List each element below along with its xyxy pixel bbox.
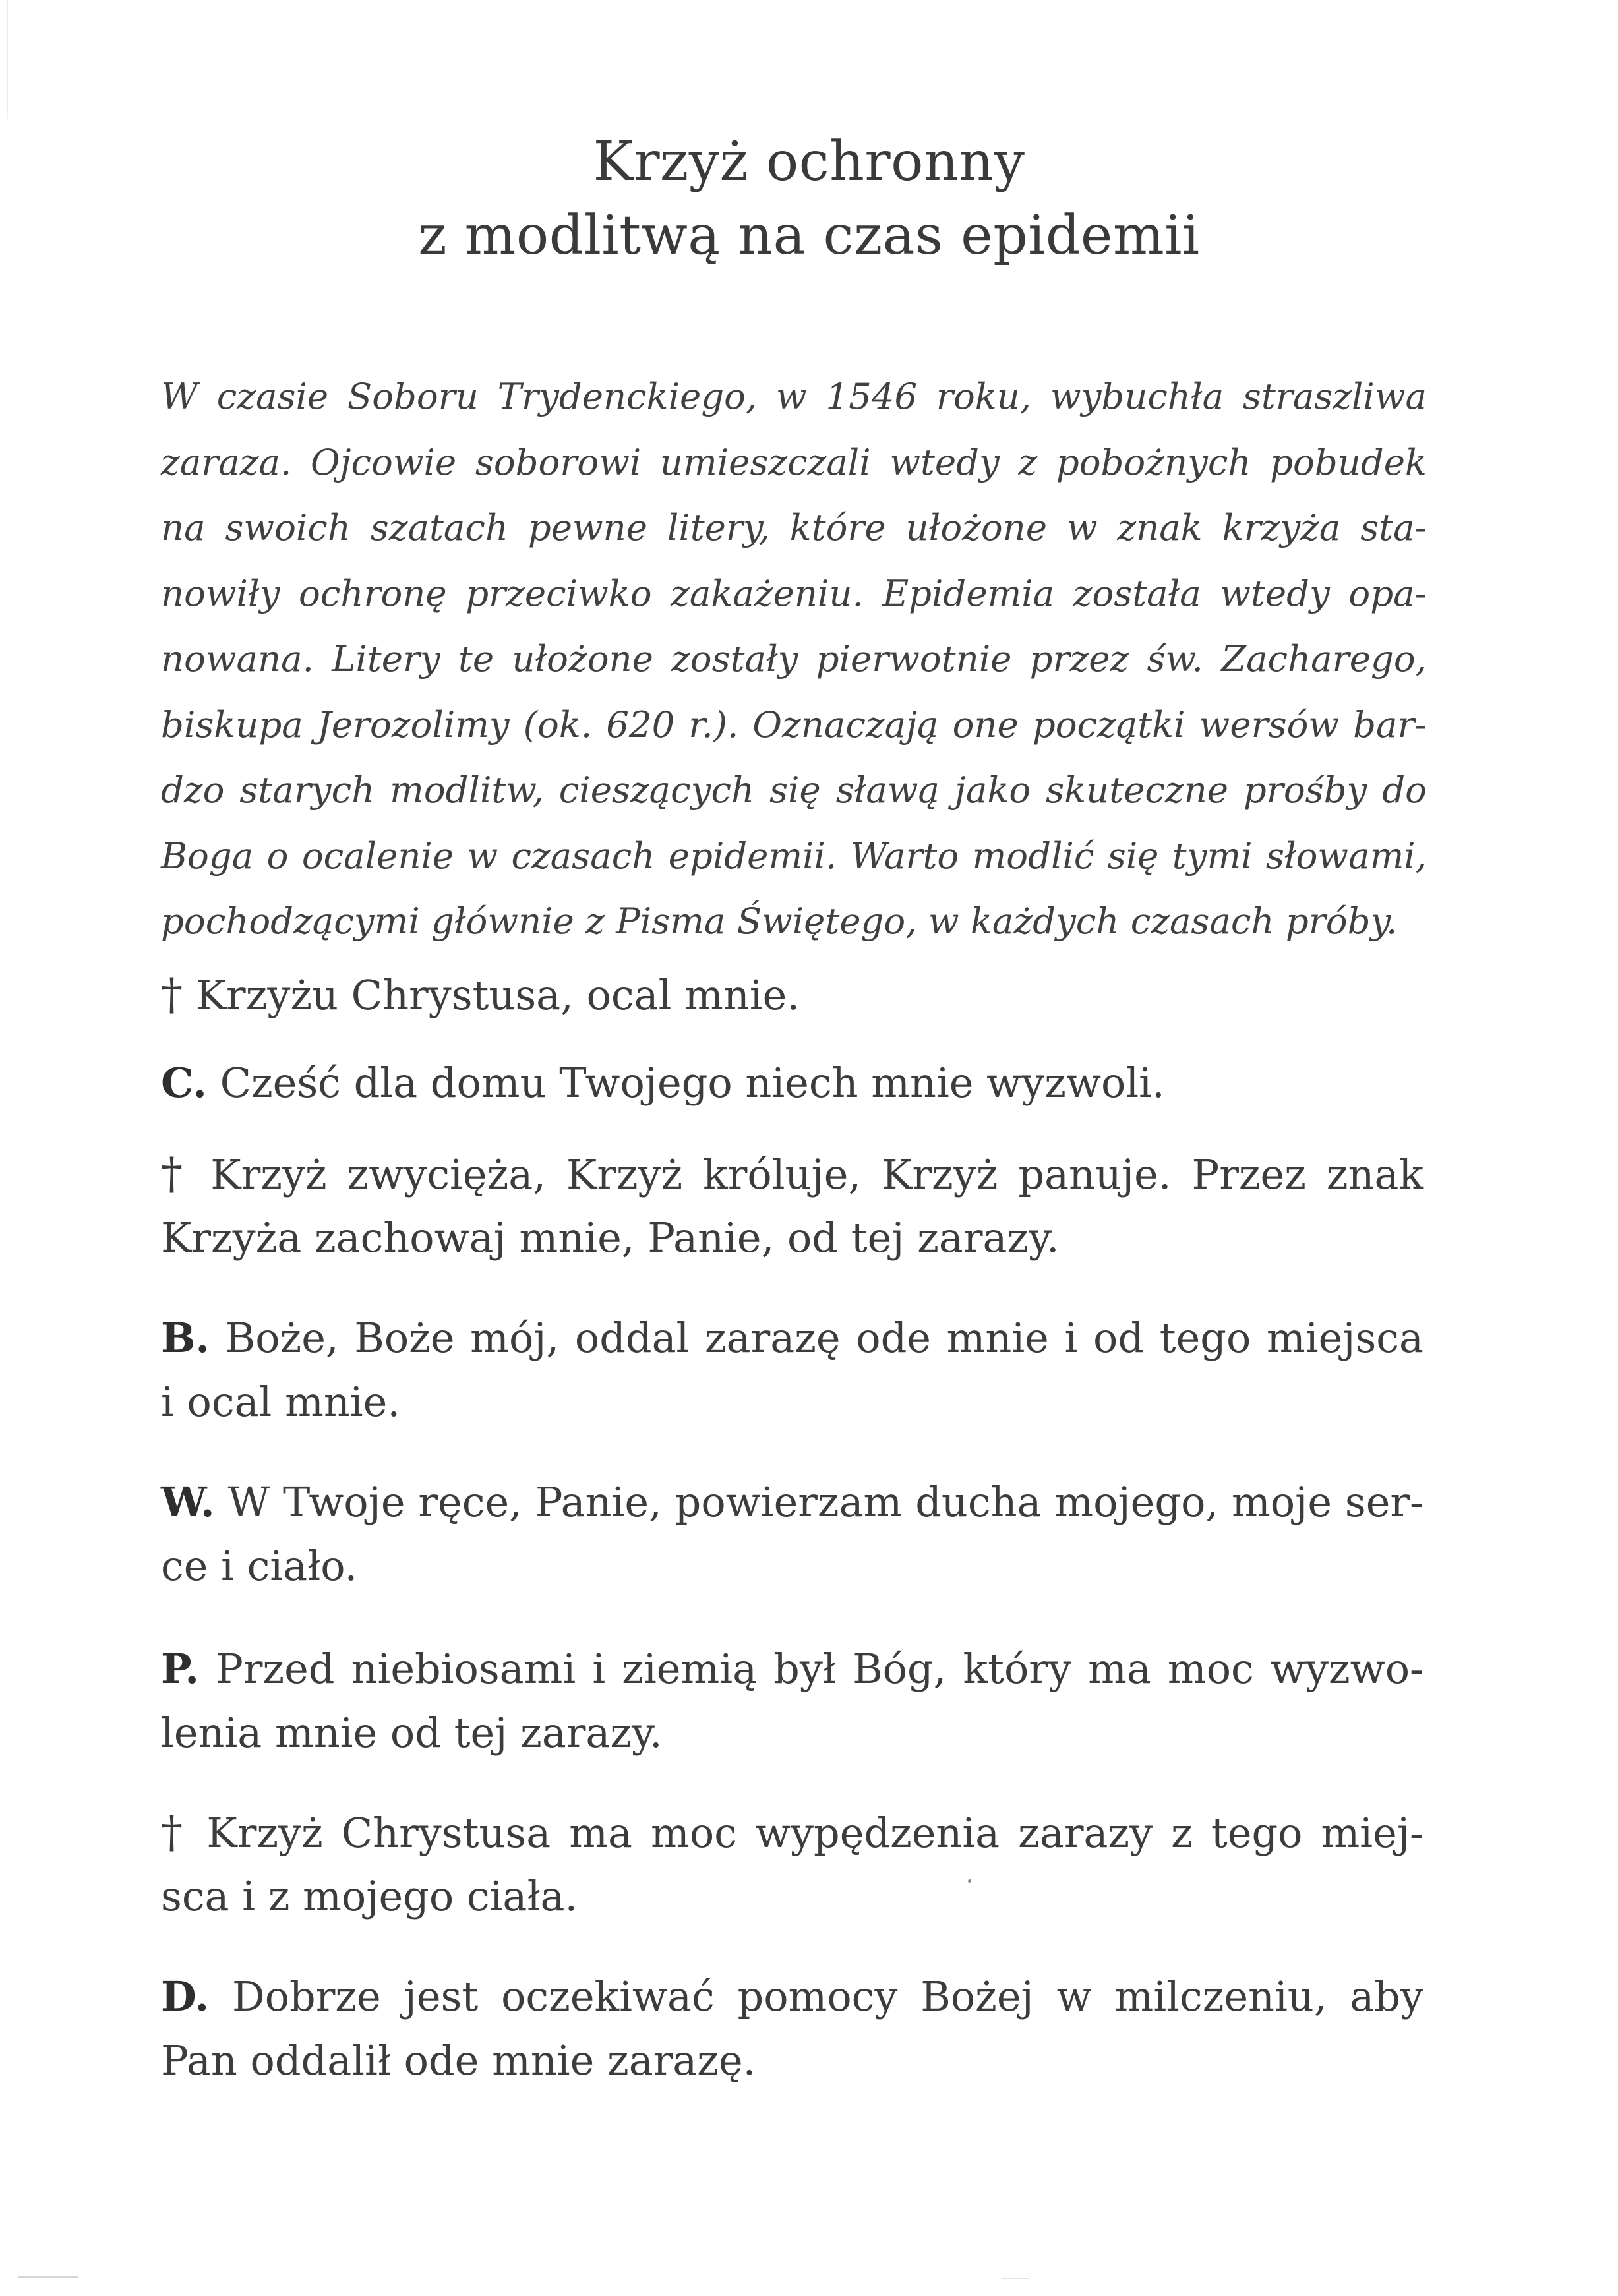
verse-text: Dobrze jest oczekiwać pomocy Bożej w milczeniu, aby	[232, 1972, 1423, 2020]
verse-text: Przed niebiosami i ziemią był Bóg, który ma moc wyzwo-	[216, 1645, 1423, 1693]
verse-text: ce i ciało.	[161, 1542, 358, 1590]
cross-marker: †	[161, 1807, 189, 1858]
verse-c	[161, 1051, 1423, 1115]
cross-marker: †	[161, 969, 183, 1020]
verse-cross-1	[161, 962, 1423, 1026]
intro-line: W czasie Soboru Trydenckiego, w 1546 roku, wybuchła straszliwa	[161, 375, 1427, 417]
verse-letter-marker: D.	[161, 1972, 210, 2020]
scan-artifact	[1002, 2278, 1029, 2279]
verse-text: Cześć dla domu Twojego niech mnie wyzwoli.	[220, 1059, 1165, 1107]
scan-artifact	[18, 2276, 78, 2278]
intro-line: nowiły ochronę przeciwko zakażeniu. Epidemia została wtedy opa-	[161, 572, 1427, 614]
intro-line: na swoich szatach pewne litery, które ułożone w znak krzyża sta-	[161, 506, 1427, 548]
verse-text: sca i z mojego ciała.	[161, 1872, 578, 1920]
verse-text: lenia mnie od tej zarazy.	[161, 1709, 663, 1757]
verse-letter-marker: C.	[161, 1059, 207, 1107]
intro-line: dzo starych modlitw, cieszących się sławą jako skuteczne prośby do	[161, 769, 1427, 811]
verse-text: Krzyż zwycięża, Krzyż króluje, Krzyż panuje. Przez znak	[210, 1150, 1423, 1198]
verse-text: Krzyżu Chrystusa, ocal mnie.	[195, 971, 800, 1019]
verse-d	[161, 1964, 1423, 2092]
verse-cross-3	[161, 1800, 1423, 1928]
page-title	[0, 125, 1618, 273]
title-line-2: z modlitwą na czas epidemii	[418, 204, 1200, 267]
intro-line: nowana. Litery te ułożone zostały pierwotnie przez św. Zacharego,	[161, 637, 1427, 680]
verse-text: Krzyż Chrystusa ma moc wypędzenia zarazy z tego miej-	[206, 1809, 1423, 1857]
verse-w	[161, 1470, 1423, 1598]
verse-text: Pan oddalił ode mnie zarazę.	[161, 2036, 756, 2084]
intro-line: zaraza. Ojcowie soborowi umieszczali wtedy z pobożnych pobudek	[161, 440, 1427, 483]
intro-paragraph	[161, 364, 1427, 955]
scan-edge-shadow	[7, 0, 8, 119]
intro-line: biskupa Jerozolimy (ok. 620 r.). Oznaczają one początki wersów bar-	[161, 703, 1427, 746]
scan-speck	[968, 1879, 971, 1883]
verse-text: i ocal mnie.	[161, 1378, 401, 1426]
intro-line: pochodzącymi głównie z Pisma Świętego, w każdych czasach próby.	[161, 900, 1398, 942]
verse-text: W Twoje ręce, Panie, powierzam ducha mojego, moje ser-	[227, 1478, 1423, 1526]
verse-letter-marker: W.	[161, 1478, 215, 1526]
verse-b	[161, 1306, 1423, 1434]
verse-text: Boże, Boże mój, oddal zarazę ode mnie i od tego miejsca	[225, 1314, 1423, 1362]
verse-letter-marker: P.	[161, 1645, 199, 1693]
verse-p	[161, 1637, 1423, 1765]
verse-text: Krzyża zachowaj mnie, Panie, od tej zarazy.	[161, 1214, 1060, 1262]
verse-cross-2	[161, 1142, 1423, 1270]
verse-letter-marker: B.	[161, 1314, 210, 1362]
cross-marker: †	[161, 1148, 191, 1199]
title-line-1: Krzyż ochronny	[593, 131, 1025, 193]
intro-line: Boga o ocalenie w czasach epidemii. Warto modlić się tymi słowami,	[161, 834, 1427, 877]
